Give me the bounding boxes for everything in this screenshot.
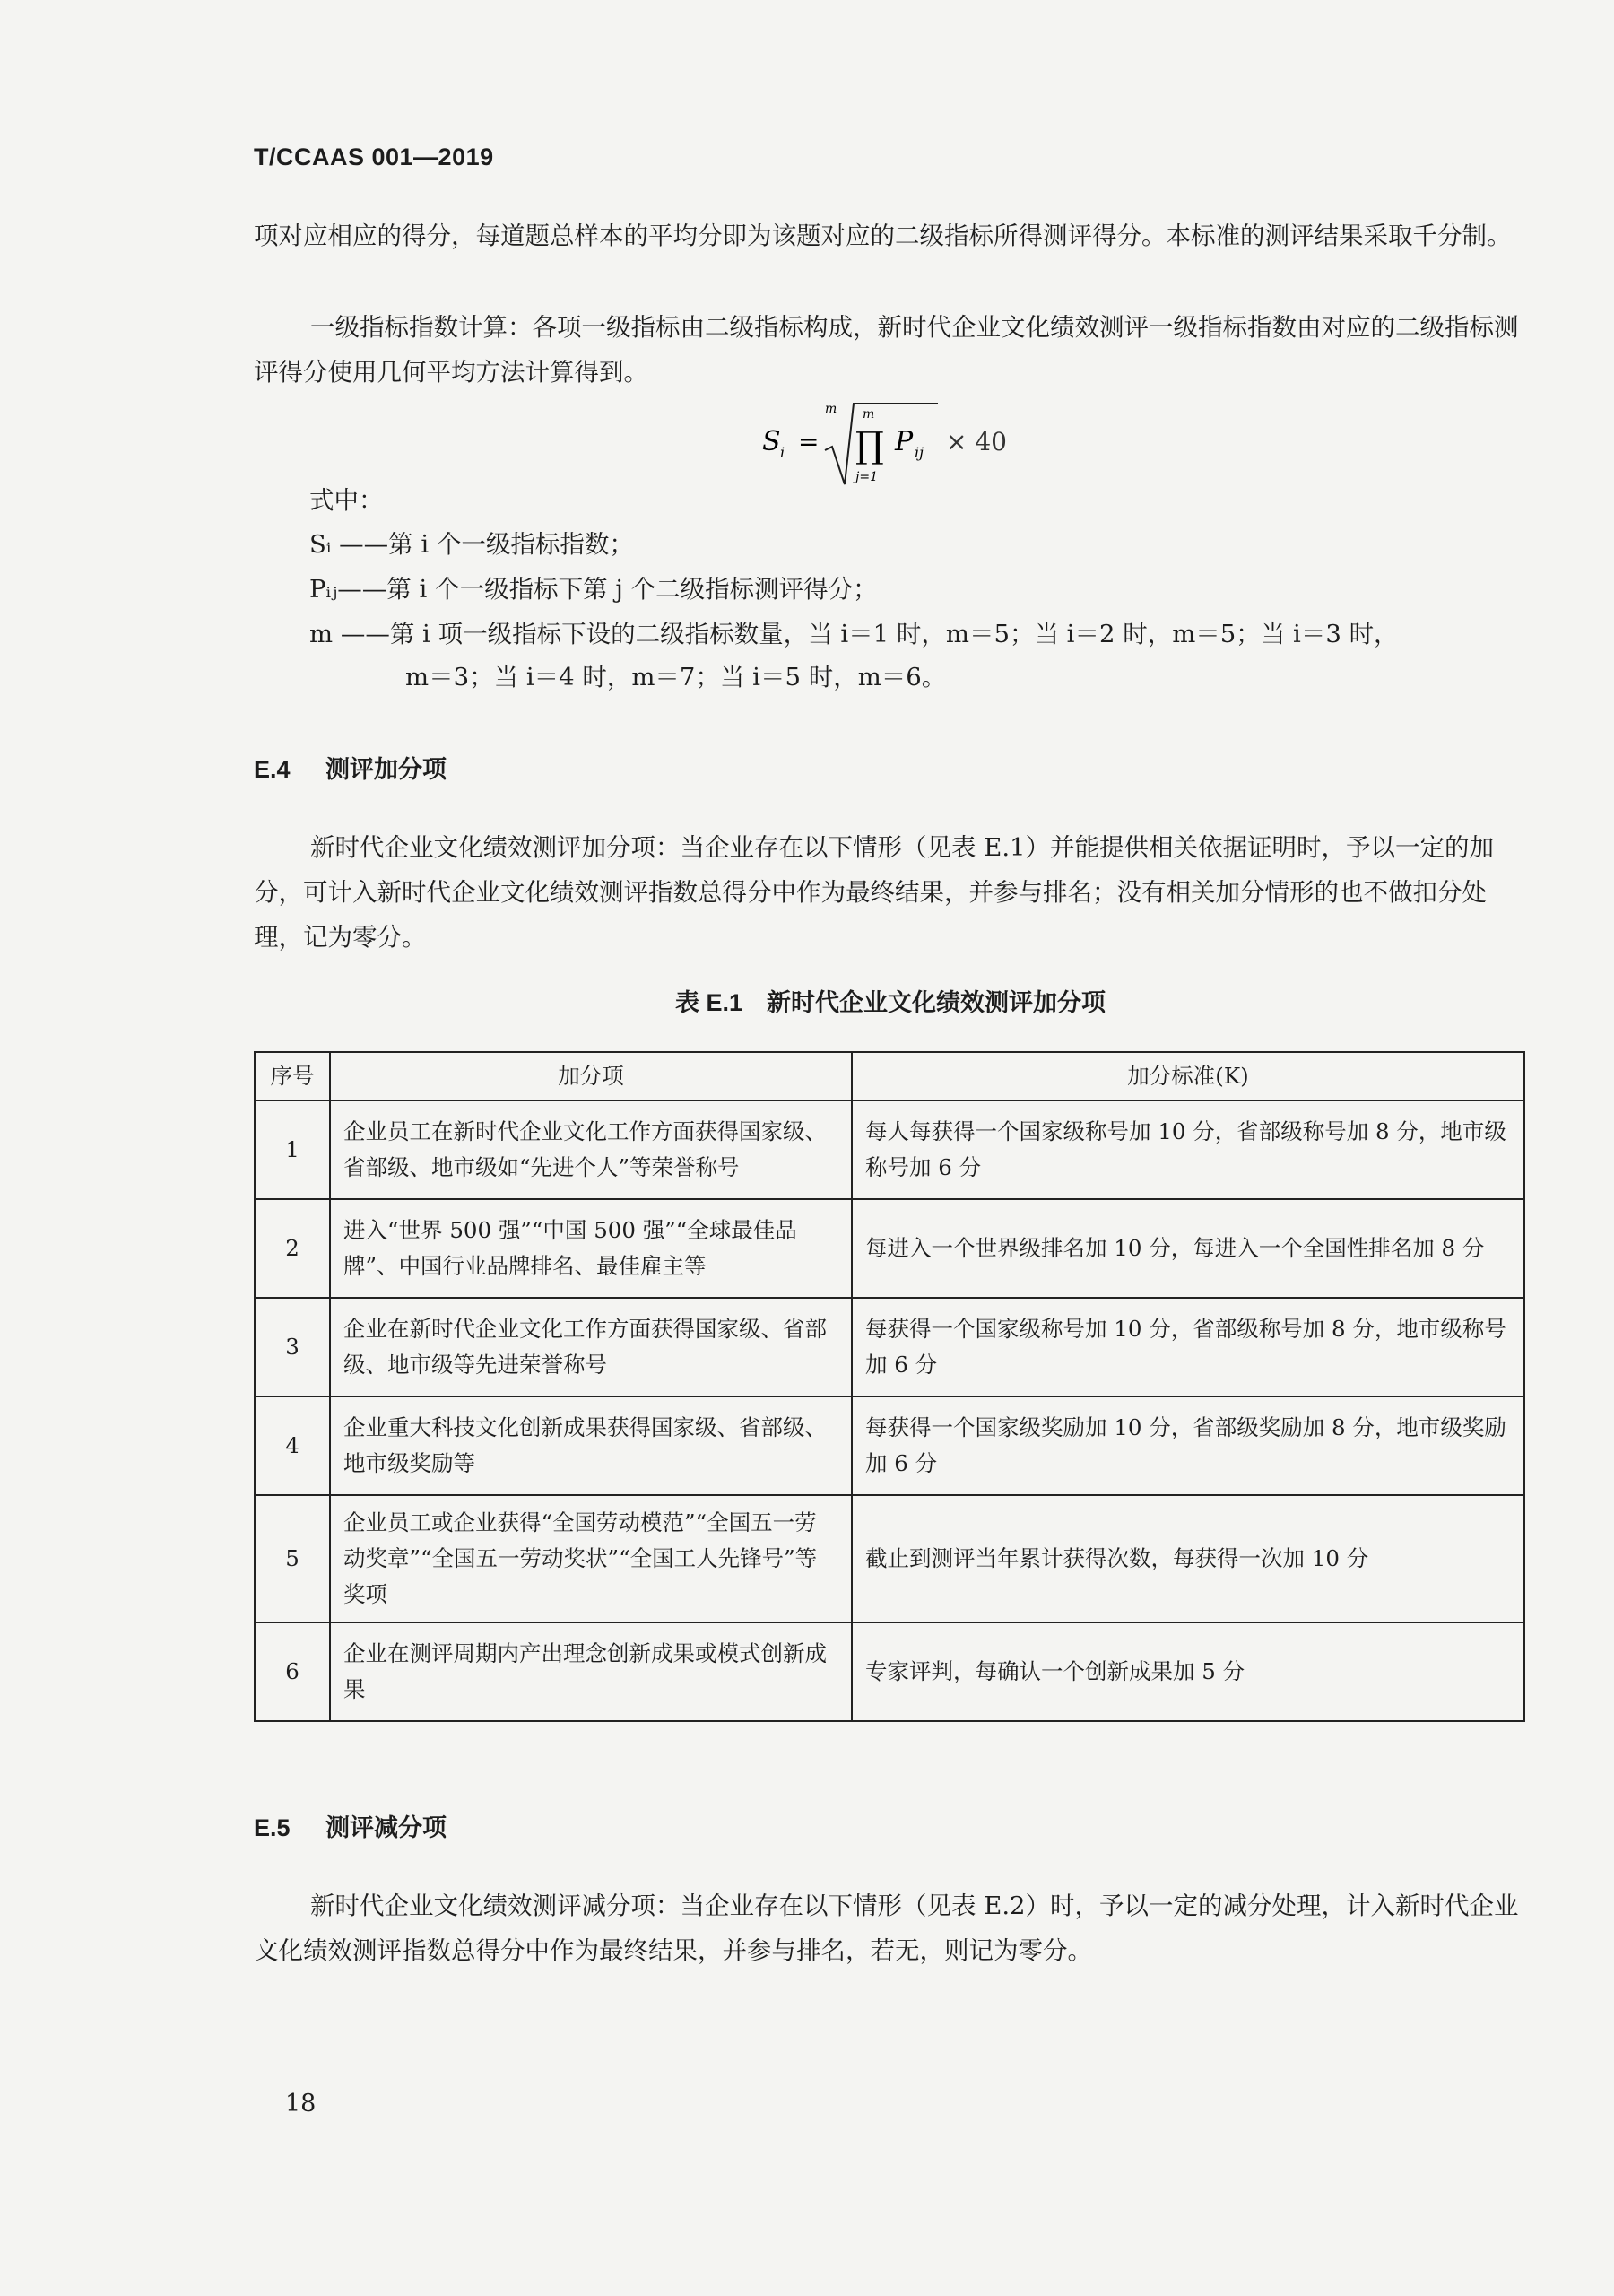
row-criteria: 每获得一个国家级奖励加 10 分，省部级奖励加 8 分，地市级奖励加 6 分 bbox=[852, 1396, 1524, 1495]
row-number: 2 bbox=[255, 1199, 330, 1298]
formula-term: P bbox=[895, 426, 914, 457]
row-criteria: 每获得一个国家级称号加 10 分，省部级称号加 8 分，地市级称号加 6 分 bbox=[852, 1298, 1524, 1396]
formula-root-index: m bbox=[825, 402, 837, 416]
row-number: 6 bbox=[255, 1622, 330, 1721]
section-e5-title: 测评减分项 bbox=[325, 1814, 447, 1841]
row-criteria: 专家评判，每确认一个创新成果加 5 分 bbox=[852, 1622, 1524, 1721]
header-item: 加分项 bbox=[330, 1052, 852, 1100]
row-number: 4 bbox=[255, 1396, 330, 1495]
standard-number-header: T/CCAAS 001—2019 bbox=[254, 144, 494, 170]
paragraph-scoring: 项对应相应的得分，每道题总样本的平均分即为该题对应的二级指标所得测评得分。本标准的测评结果采取千分制。 bbox=[254, 222, 1512, 250]
formula-product-bottom: j=1 bbox=[855, 470, 878, 484]
formula-product-symbol: ∏ bbox=[855, 425, 884, 466]
where-intro: 式中： bbox=[309, 486, 384, 515]
where-line-m: m ——第 i 项一级指标下设的二级指标数量，当 i＝1 时，m＝5；当 i＝2 时，m＝5；当 i＝3 时， bbox=[309, 620, 1399, 648]
formula-term-sub: ij bbox=[915, 444, 924, 461]
section-e4-title: 测评加分项 bbox=[325, 756, 447, 783]
paragraph-deduction: 新时代企业文化绩效测评减分项：当企业存在以下情形（见表 E.2）时，予以一定的减分处理，计入新时代企业文化绩效测评指数总得分中作为最终结果，并参与排名，若无，则记为零分。 bbox=[254, 1892, 1519, 1965]
section-e4-number: E.4 bbox=[254, 756, 291, 783]
where-line-si: Sᵢ ——第 i 个一级指标指数； bbox=[309, 530, 634, 559]
bonus-table bbox=[254, 1051, 1525, 1722]
section-e4-heading bbox=[254, 750, 447, 785]
formula-graphic bbox=[762, 395, 1031, 502]
formula-product-top: m bbox=[863, 407, 875, 422]
paragraph-bonus: 新时代企业文化绩效测评加分项：当企业存在以下情形（见表 E.1）并能提供相关依据证明时，予以一定的加分，可计入新时代企业文化绩效测评指数总得分中作为最终结果，并参与排名；没有相关加分情形的也不做扣分处理，记为零分。 bbox=[254, 833, 1495, 952]
formula-lhs: S bbox=[762, 426, 781, 457]
paragraph-index-calc: 一级指标指数计算：各项一级指标由二级指标构成，新时代企业文化绩效测评一级指标指数由对应的二级指标测评得分使用几何平均方法计算得到。 bbox=[254, 313, 1519, 387]
section-e5-number: E.5 bbox=[254, 1814, 291, 1841]
formula-equals: = bbox=[798, 427, 820, 457]
table-row bbox=[255, 1298, 1524, 1396]
row-criteria: 截止到测评当年累计获得次数，每获得一次加 10 分 bbox=[852, 1495, 1524, 1622]
table-caption: 表 E.1 新时代企业文化绩效测评加分项 bbox=[674, 989, 1106, 1016]
where-line-pij: Pᵢⱼ——第 i 个一级指标下第 j 个二级指标测评得分； bbox=[309, 575, 878, 604]
row-number: 3 bbox=[255, 1298, 330, 1396]
section-e5-heading bbox=[254, 1808, 447, 1843]
table-row bbox=[255, 1199, 1524, 1298]
table-header-row bbox=[255, 1052, 1524, 1100]
row-criteria: 每人每获得一个国家级称号加 10 分，省部级称号加 8 分，地市级称号加 6 分 bbox=[852, 1100, 1524, 1199]
geometric-mean-formula bbox=[762, 395, 1031, 502]
table-row bbox=[255, 1396, 1524, 1495]
row-item: 进入“世界 500 强”“中国 500 强”“全球最佳品牌”、中国行业品牌排名、最佳雇主等 bbox=[330, 1199, 852, 1298]
row-item: 企业在新时代企业文化工作方面获得国家级、省部级、地市级等先进荣誉称号 bbox=[330, 1298, 852, 1396]
table-row bbox=[255, 1495, 1524, 1622]
header-criteria: 加分标准(K) bbox=[852, 1052, 1524, 1100]
row-item: 企业员工在新时代企业文化工作方面获得国家级、省部级、地市级如“先进个人”等荣誉称号 bbox=[330, 1100, 852, 1199]
where-line-m-cont: m＝3；当 i＝4 时，m＝7；当 i＝5 时，m＝6。 bbox=[405, 663, 947, 691]
header-no: 序号 bbox=[255, 1052, 330, 1100]
table-row bbox=[255, 1622, 1524, 1721]
row-number: 5 bbox=[255, 1495, 330, 1622]
row-item: 企业员工或企业获得“全国劳动模范”“全国五一劳动奖章”“全国五一劳动奖状”“全国工人先锋号”等奖项 bbox=[330, 1495, 852, 1622]
table-row bbox=[255, 1100, 1524, 1199]
row-item: 企业在测评周期内产出理念创新成果或模式创新成果 bbox=[330, 1622, 852, 1721]
formula-lhs-sub: i bbox=[780, 444, 785, 461]
page-number: 18 bbox=[285, 2090, 317, 2118]
row-criteria: 每进入一个世界级排名加 10 分，每进入一个全国性排名加 8 分 bbox=[852, 1199, 1524, 1298]
row-number: 1 bbox=[255, 1100, 330, 1199]
row-item: 企业重大科技文化创新成果获得国家级、省部级、地市级奖励等 bbox=[330, 1396, 852, 1495]
formula-multiplier: × 40 bbox=[946, 427, 1007, 457]
